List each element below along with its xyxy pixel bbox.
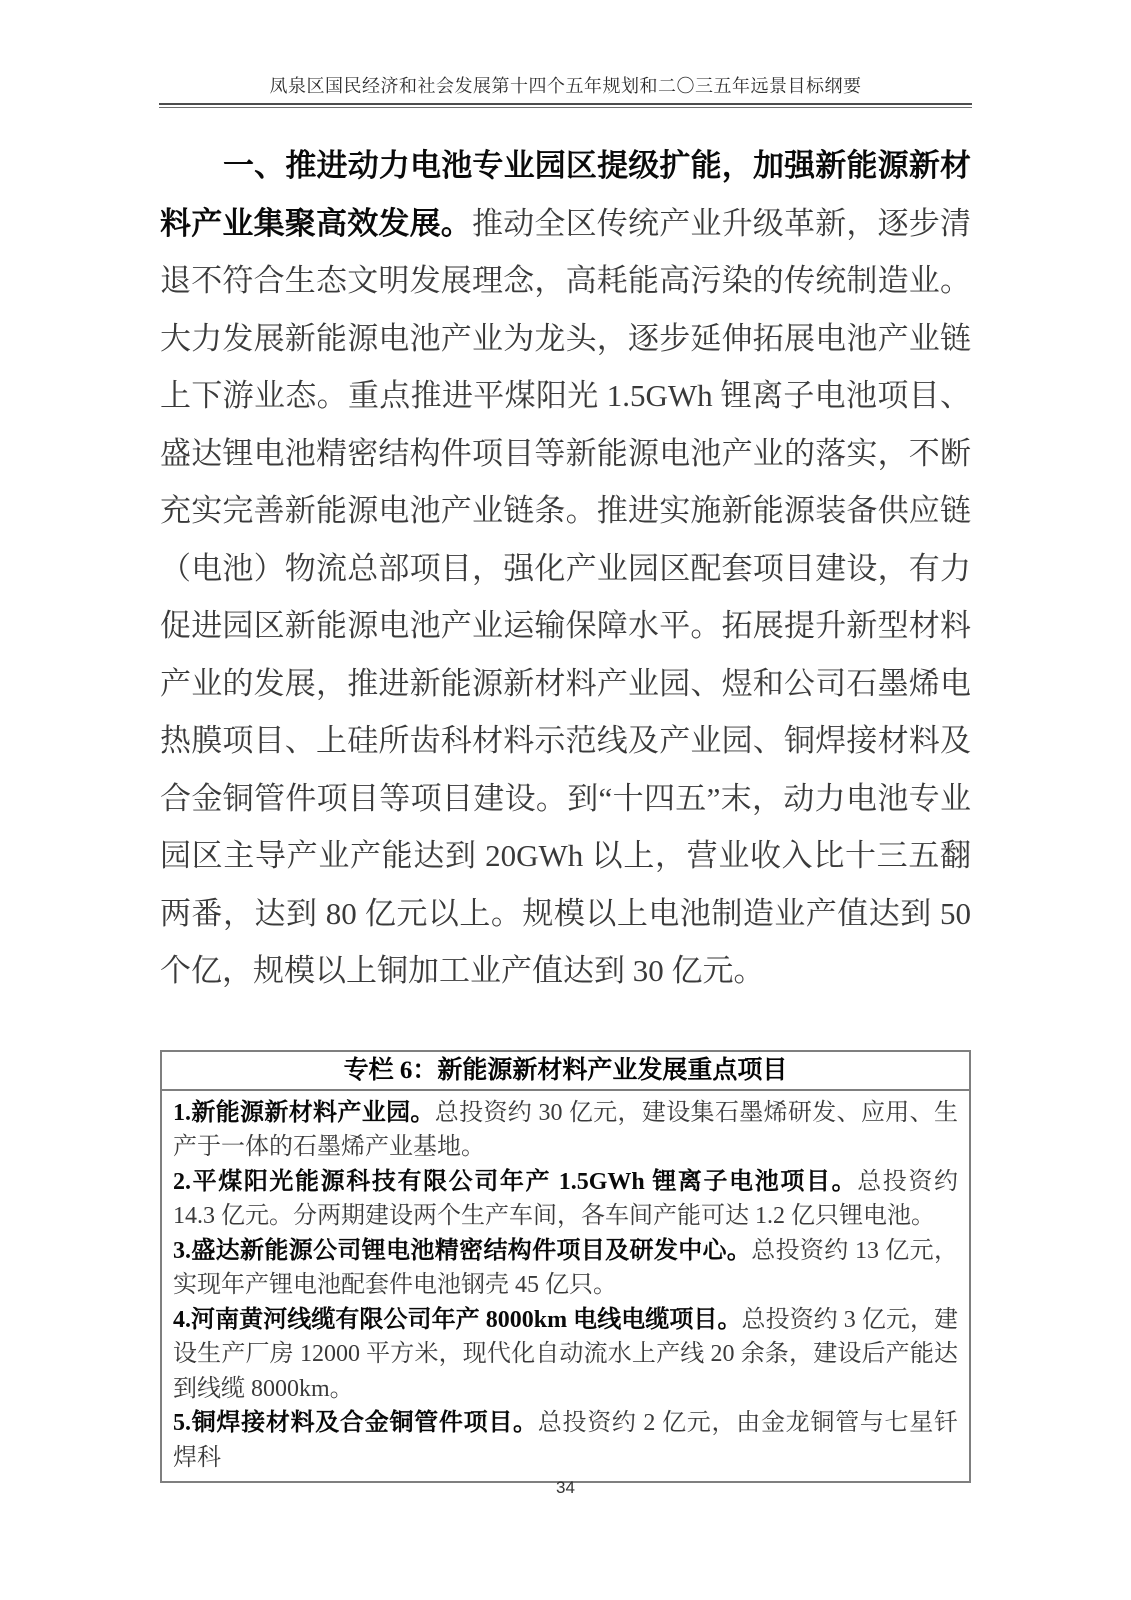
header-divider	[159, 103, 972, 108]
panel-item-3	[173, 1234, 958, 1303]
panel-item-5-text: 总投资约 2 亿元，由金龙铜管与七星钎焊科	[173, 1410, 958, 1471]
panel-item-1	[173, 1096, 958, 1165]
page-footer	[0, 1478, 1131, 1498]
panel-item-1-text: 总投资约 30 亿元，建设集石墨烯研发、应用、生产于一体的石墨烯产业基地。	[173, 1099, 958, 1160]
panel-item-3-text: 总投资约 13 亿元，实现年产锂电池配套件电池钢壳 45 亿只。	[173, 1237, 958, 1298]
panel-box	[160, 1050, 971, 1484]
panel-title: 专栏 6：新能源新材料产业发展重点项目	[162, 1052, 969, 1091]
panel-item-5	[173, 1406, 958, 1475]
panel-item-2-text: 总投资约 14.3 亿元。分两期建设两个生产车间，各车间产能可达 1.2 亿只锂电池。	[173, 1168, 959, 1229]
panel-item-2	[173, 1165, 958, 1234]
panel-body	[162, 1091, 969, 1482]
panel-item-4	[173, 1303, 958, 1407]
panel-item-1-name: 1.新能源新材料产业园。	[173, 1099, 435, 1126]
panel-item-2-name: 2.平煤阳光能源科技有限公司年产 1.5GWh 锂离子电池项目。	[173, 1168, 858, 1195]
main-paragraph	[160, 137, 971, 1000]
section-heading: 一、推进动力电池专业园区提级扩能，加强新能源新材料产业集聚高效发展。	[160, 148, 971, 241]
panel-item-3-name: 3.盛达新能源公司锂电池精密结构件项目及研发中心。	[173, 1237, 752, 1264]
paragraph-text: 推动全区传统产业升级革新，逐步清退不符合生态文明发展理念，高耗能高污染的传统制造业。大力发展新能源电池产业为龙头，逐步延伸拓展电池产业链上下游业态。重点推进平煤阳光 1.5GWh 锂离子电池项目、盛达锂电池精密结构件项目等新能源电池产业的落实，不断充实完善新能源电池产业链条。推进实施新能源装备供应链（电池）物流总部项目，强化产业园区配套项目建设，有力促进园区新能源电池产业运输保障水平。拓展提升新型材料产业的发展，推进新能源新材料产业园、煜和公司石墨烯电热膜项目、上硅所齿科材料示范线及产业园、铜焊接材料及合金铜管件项目等项目建设。到“十四五”末，动力电池专业园区主导产业产能达到 20GWh 以上，营业收入比十三五翻两番，达到 80 亿元以上。规模以上电池制造业产值达到 50 个亿，规模以上铜加工业产值达到 30 亿元。	[160, 205, 971, 988]
panel-item-4-name: 4.河南黄河线缆有限公司年产 8000km 电线电缆项目。	[173, 1306, 742, 1333]
panel-item-4-text: 总投资约 3 亿元，建设生产厂房 12000 平方米，现代化自动流水上产线 20 余条，建设后产能达到线缆 8000km。	[173, 1306, 958, 1402]
page-header	[159, 0, 972, 108]
document-body	[160, 137, 971, 1483]
page-number: 34	[556, 1478, 575, 1497]
running-header-title: 凤泉区国民经济和社会发展第十四个五年规划和二〇三五年远景目标纲要	[269, 76, 862, 96]
panel-item-5-name: 5.铜焊接材料及合金铜管件项目。	[173, 1410, 538, 1436]
